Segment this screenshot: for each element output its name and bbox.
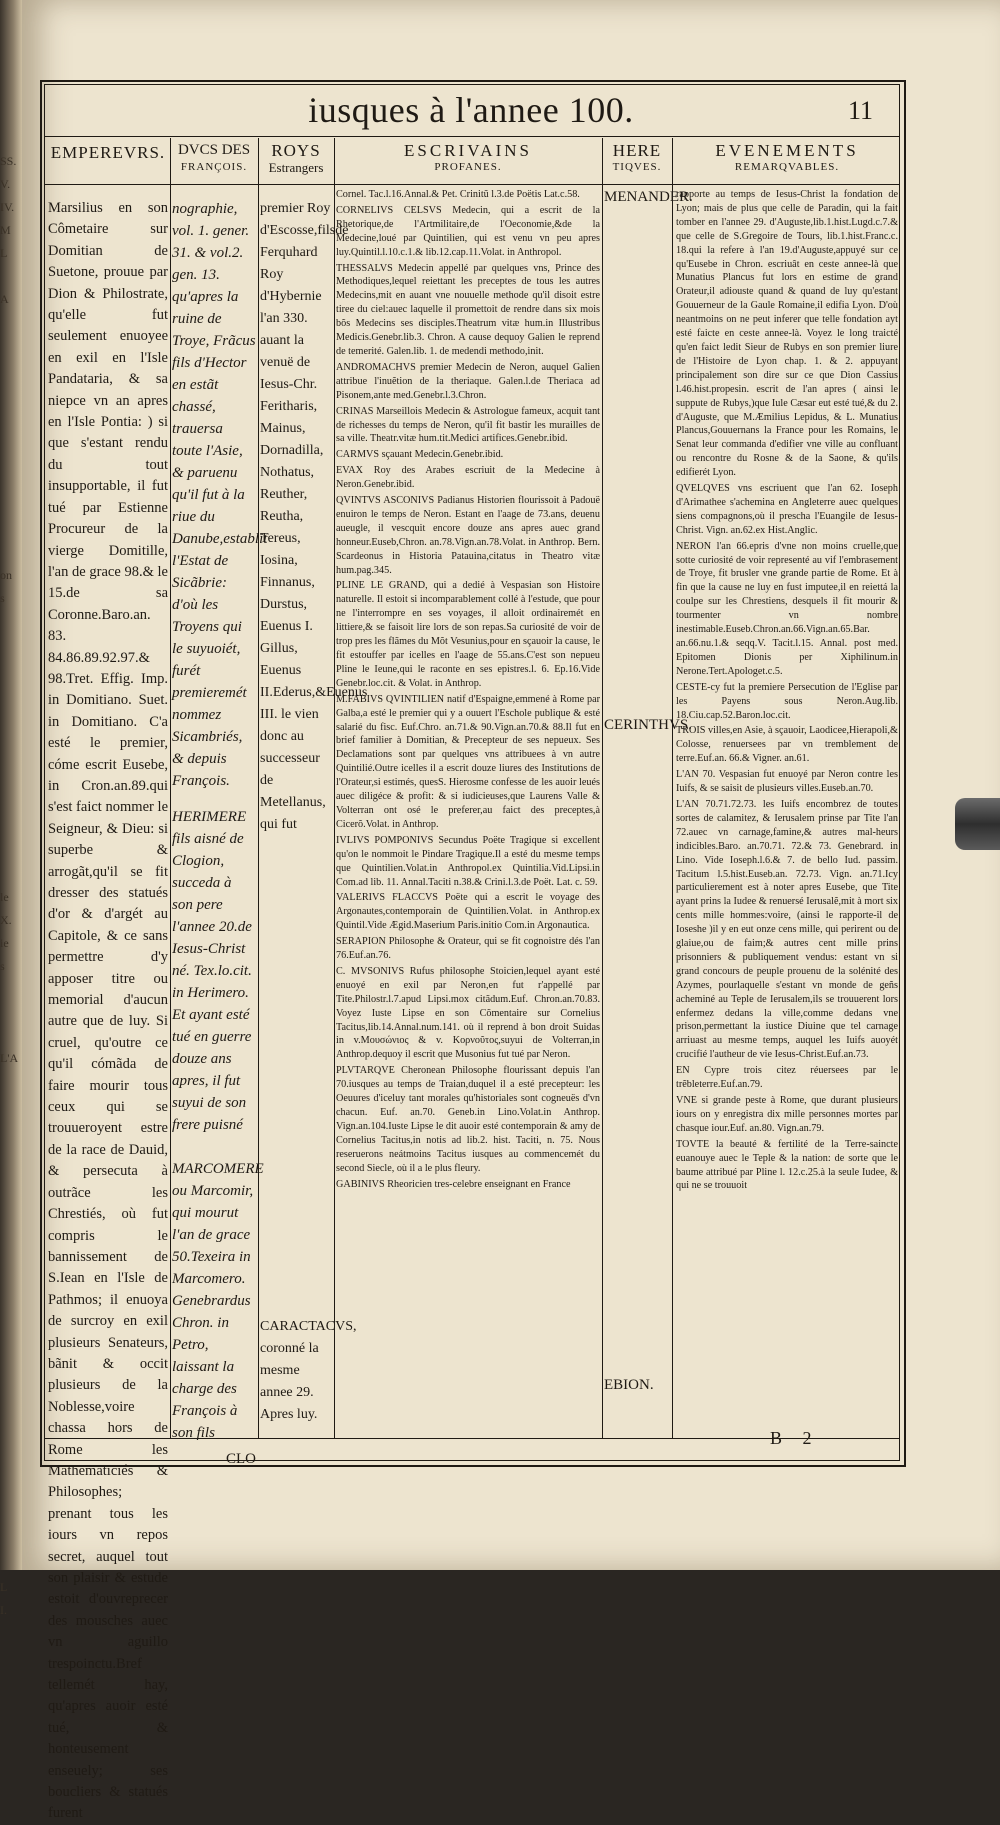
- facing-page-fragment: [0, 518, 20, 541]
- writer-entry: SERAPION Philosophe & Orateur, qui se fit cognoistre dés l'an 76.Euf.an.76.: [336, 936, 600, 962]
- heading-dukes: DVCS DES FRANÇOIS.: [177, 142, 251, 173]
- facing-page-fragment: [0, 748, 20, 771]
- emperors-column: [48, 198, 168, 1822]
- facing-page-fragment: [0, 725, 20, 748]
- event-entry: L'AN 70.71.72.73. les Iuifs encombrez de toutes sortes de calamitez, & Ierusalem prinse par Tite l'an 72.auec vn carnage,famine,& autres mal-heurs indicibles.Baro. an.70.71. 72.& 73. Genebrard. in Lino. Vide Ioseph.l.6.& 7. de bello Iud. passim. Tacitum l.5.hist.Euseb.an. 72.73. Vign. an.71.Icy particulierement est à noter apres Eusebe, que Tite ayant prins la Iudee & renuersé Ierusalẽ,mit à mort six cents mille hommes:voire, (ainsi le rapporte-il de Ioseshe )il y en eut onze cens mille, qui perirent ou de glaiue,ou de faim;& autres cent mille prins prisonniers & publiquement vendus: estant vn si grand concours de peuple prouenu de la solénité des Azymes, pourlaquelle s'estant vn monde de geñs acheminé au Teple de Ierusalem,ils se trouuerent lors enfermez dedans la ville,comme dedans vne prison,permettant la iustice Diuine que tel carnage arriuast au mesme temps, auquel les Iuifs auoyét crucifié l'autheur de vie Iesus-Christ.Euf.an.73.: [676, 798, 898, 1061]
- event-entry: EN Cypre trois citez réuersees par le trẽbleterre.Euf.an.79.: [676, 1065, 898, 1091]
- facing-page-fragment: [0, 380, 20, 403]
- facing-page-fragment: ie: [0, 936, 9, 950]
- signature-mark: B 2: [770, 1428, 820, 1448]
- writer-entry: PLVTARQVE Cheronean Philosophe flourissant depuis l'an 70.iusques au temps de Traian,duquel il a esté precepteur: les Oeuures d'iceluy tant morales qu'historiales sont cogneuës d'vn chacun. Euf. an.70. Geneb.in Lino.Volat.in Anthrop. Vign.an.104.Iuste Lipse le dit auoir esté contemporain & amy de Cornelius Tacitus,in notis ad lib.2. hist. Taciti, n. 75. Nous reseruerons neátmoins Tacitus iusques au commencemét du second Siecle, où il a le plus fleury.: [336, 1065, 600, 1174]
- facing-page-fragment: [0, 1024, 20, 1047]
- kings-text-1: premier Roy d'Escosse,filsde Ferquhard Roy d'Hybernie l'an 330. auant la venuë de Iesus-Chr. Feritharis, Mainus, Dornadilla, Nothatus, Reuther, Reutha, Tereus, Iosina, Finnanus, Durstus, Euenus I. Gillus, Euenus II.Ederus,&Euenus III. le vien donc au successeur de Metellanus, qui fut: [260, 201, 368, 832]
- heading-emperors: EMPEREVRS.: [50, 143, 166, 162]
- facing-page-fragment: [0, 1277, 20, 1300]
- heresy-ebion: EBION.: [604, 1377, 654, 1393]
- facing-page-fragment: on: [0, 568, 12, 582]
- page-clip: [955, 798, 1000, 850]
- writer-entry: CARMVS sçauant Medecin.Genebr.ibid.: [336, 449, 504, 461]
- facing-page-fragment: [0, 817, 20, 840]
- facing-page-fragment: [0, 1139, 20, 1162]
- facing-page-fragment: [0, 863, 20, 886]
- facing-page-fragment: le: [0, 890, 9, 904]
- facing-page-fragment: SS.: [0, 154, 17, 168]
- heading-kings: ROYS Estrangers: [268, 141, 324, 175]
- facing-page-fragment: [0, 1001, 20, 1024]
- heresy-menander: MENANDER.: [604, 189, 693, 205]
- column-divider: [258, 138, 259, 1438]
- facing-page-fragment: [0, 1553, 20, 1576]
- writer-entry: EVAX Roy des Arabes escriuit de la Medecine à Neron.Genebr.ibid.: [336, 465, 600, 491]
- facing-page-fragment: [0, 495, 20, 518]
- event-entry: NERON l'an 66.epris d'vne non moins cruelle,que sotte curiosité de voir representé au vif l'embrasement de Troye, fit brusler vne grande partie de Rome. Et à fin que la cause ne luy en fust imputee,il en reiettá la coulpe sur les Chrestiens, desquels il fit mourir & tourmenter vn nombre inestimable.Euseb.Chron.an.66.Vign.an.65.Bar. an.66.nu.1.& seqq.V. Tacit.l.15. Annal. post med. Epitomen Dionis per Xiphilinum.in Nerone.Tert.Apologet.c.5.: [676, 540, 898, 677]
- facing-page-fragment: L'A: [0, 1051, 19, 1065]
- facing-page-fragment: I.: [0, 1603, 7, 1617]
- heresies-column: [604, 188, 693, 1438]
- dukes-catchword: CLO: [226, 1451, 256, 1467]
- writer-entry: PLINE LE GRAND, qui a dedié à Vespasian son Histoire naturelle. Il estoit si incomparablement collé à l'estude, que pour ne l'interrompre en ses voyages, il alloit ordinairemét en littiere,& se faisoit lire lors de son repas.Sa curiosité de voir de trop pres les flãmes du Mõt Vesunius,pour en sçauoir la cause, le fit estouffer par icelles en l'aage de 55.ans.C'est son nepueu Pline le Ieune,qui le raconte en ses epistres.l. 6. Ep.16.Vide Genebr.loc.cit. & Volat. in Anthrop.: [336, 580, 600, 689]
- facing-page-fragment: [0, 978, 20, 1001]
- event-entry: TOVTE la beauté & fertilité de la Terre-saincte euanouye auec le Teple & la nation: de sorte que le baume attribué par Pline l. 12.c.25.à la seule Iudee, & qui ne se trouuoit: [676, 1138, 898, 1192]
- event-entry: L'AN 70. Vespasian fut enuoyé par Neron contre les Iuifs, & se saisit de plusieurs villes.Euseb.an.70.: [676, 769, 898, 795]
- column-divider: [170, 138, 171, 1438]
- facing-page-fragment: [0, 1507, 20, 1530]
- column-divider: [602, 138, 603, 1438]
- facing-page-fragment: [0, 1323, 20, 1346]
- facing-page-fragment: M: [0, 223, 11, 237]
- event-entry: TROIS villes,en Asie, à sçauoir, Laodicee,Hierapoli,& Colosse, renuersees par vn tremblement de terre.Euf.an. 66.& Vigner. an.61.: [676, 725, 898, 765]
- facing-page-fragment: [0, 1208, 20, 1231]
- facing-page-fragment: [0, 265, 20, 288]
- facing-page-fragment: [0, 426, 20, 449]
- facing-page-fragment: [0, 679, 20, 702]
- event-entry: QVELQVES vns escriuent que l'an 62. Ioseph d'Arimathee s'achemina en Angleterre auec quelques siens compagnons,où il prescha l'Euangile de Iesus-Christ. Vign. an.62.ex Hist.Anglic.: [676, 483, 898, 536]
- heading-events: EVENEMENTS REMARQVABLES.: [715, 141, 859, 173]
- header-rule: [44, 136, 900, 137]
- facing-page-fragment: [0, 1530, 20, 1553]
- facing-page-fragment: L: [0, 246, 8, 260]
- facing-page-fragment: [0, 357, 20, 380]
- facing-page-fragment: [0, 633, 20, 656]
- writer-entry: THESSALVS Medecin appellé par quelques vns, Prince des Methodiques,lequel reiettant les preceptes de tous les autres Medecins,mit en auant vne nouuelle methode qu'il disoit estre tiree du ciel:auec laquelle il promettoit de rendre dans six mois bõs Medecins ses disciples.Theatrum vitæ hum.in Illustribus Medicis.Genebr.lib.3. Chron. A cause dequoy Galien le reprend de temerité. Galen.lib. 1. de medendi methodo,init.: [336, 262, 600, 357]
- column-heading-rule: [44, 184, 900, 185]
- facing-page-fragment: A: [0, 292, 9, 306]
- facing-page-fragment: [0, 334, 20, 357]
- facing-page-fragment: L: [0, 1580, 8, 1594]
- facing-page-fragment: [0, 403, 20, 426]
- facing-page-fragment: [0, 1254, 20, 1277]
- facing-page-fragment: [0, 1461, 20, 1484]
- facing-page-fragments: [0, 150, 20, 1617]
- facing-page-fragment: [0, 1369, 20, 1392]
- facing-page-fragment: [0, 702, 20, 725]
- facing-page-fragment: [0, 794, 20, 817]
- heading-writers: ESCRIVAINS PROFANES.: [404, 141, 532, 173]
- dukes-text-3: MARCOMERE ou Marcomir, qui mourut l'an de grace 50.Texeira in Marcomero. Genebrardus Chron. in Petro, laissant la charge des François à son fils: [172, 1161, 264, 1441]
- facing-page-fragment: [0, 1093, 20, 1116]
- writer-entry: QVINTVS ASCONIVS Padianus Historien flourissoit à Padouë enuiron le temps de Neron. Estant en l'aage de 73.ans, deuenu aueugle, il vescquit encore douze ans apres auec grand honneur.Euseb,Chron. an.78.Vign.an.78.Volat. in Anthrop. Bern. Scardeonus in Historia Patauina,citatus in Theatro vitæ hum.pag.345.: [336, 495, 600, 576]
- event-entry: VNE si grande peste à Rome, que durant plusieurs iours on y enregistra dix mille personnes mortes par chasque iour.Euf. an.80. Vign.an.79.: [676, 1095, 898, 1134]
- facing-page-fragment: [0, 1231, 20, 1254]
- facing-page-fragment: [0, 1300, 20, 1323]
- event-entry: CESTE-cy fut la premiere Persecution de l'Eglise par les Payens sous Neron.Aug.lib. 18.Ciu.cap.52.Baron.loc.cit.: [676, 681, 898, 721]
- facing-page-fragment: s: [0, 959, 5, 973]
- heresy-cerinthus: CERINTHVS.: [604, 717, 692, 733]
- facing-page-fragment: [0, 1484, 20, 1507]
- kings-column: [260, 198, 368, 1438]
- column-divider: [672, 138, 673, 1438]
- facing-page-fragment: IV.: [0, 200, 15, 214]
- event-entry: rapporte au temps de Iesus-Christ la fondation de Lyon; mais de plus que celle de Paradin, qui la fait tomber en l'annee 29. d'Auguste,lib.1.hist.Lugd.c.7.& que celle de S.Gregoire de Tours, lib.1.hist.Franc.c. 18.qui la refere à l'an 19.d'Auguste,appuyé sur ce qu'Eusebe in Chron. escriuât en ceste annee-là que Munatius Plancus fut lors en estime de grand Orateur,il adiouste quand & quand de luy qu'estant Gouuerneur de la Gaule Romaine,il edifia Lyon. D'où neantmoins on ne peut inferer que telle fondation ayt esté faicte en ceste annee-là. Voyez le long traicté qu'en faict ledit Sieur de Rubys en son premier liure de l'Histoire de Lyon chap. 1. & 2. appuyant principalement son dire sur ce que Dion Cassius l.46.hist.propesin. escrit de l'an apres ( ainsi le suppute de Rubys,)que Iule Cæsar eut esté tué,& du 2. d'Auguste, que M.Æmilius Lepidus, & L. Munatius Plancus,Gouuernans la France pour les Romains, le Senat leur commanda d'edifier vne ville au confluant ou rencontre du Rosne & de la Saone, & qu'ils edifierét Lyon.: [676, 189, 898, 479]
- dukes-text-2: HERIMERE fils aisné de Clogion, succeda à son pere l'annee 20.de Iesus-Christ né. Tex.lo.cit. in Herimero. Et ayant esté tué en guerre douze ans apres, il fut suyui de son frere puisné: [172, 809, 252, 1133]
- dukes-text-1: nographie, vol. 1. gener. 31. & vol.2. gen. 13. qu'apres la ruine de Troye, Frãcus fils d'Hector en estãt chassé, trauersa toute l'Asie, & paruenu qu'il fut à la riue du Danube,establit l'Estat de Sicãbrie: d'où les Troyens qui le suyuoiét, furét premieremét nommez Sicambriés, & depuis François.: [172, 201, 268, 789]
- writer-entry: VALERIVS FLACCVS Poëte qui a escrit le voyage des Argonautes,contemporain de Quintilien.Volat. in Anthrop.ex Quintil.Vide Ægid.Maserium Paris.initio Com.in Argonautica.: [336, 892, 600, 932]
- facing-page-fragment: [0, 610, 20, 633]
- writer-entry: Cornel. Tac.l.16.Annal.& Pet. Crinitũ l.3.de Poëtis Lat.c.58.: [336, 189, 580, 200]
- facing-page-fragment: [0, 840, 20, 863]
- facing-page-fragment: [0, 656, 20, 679]
- writer-entry: C. MVSONIVS Rufus philosophe Stoicien,lequel ayant esté enuoyé en exil par Neron,en fut r'appellé par Tite.Philostr.l.7.apud Lipsi.mox citãdum.Euf. Chron.an.70.83. Voyez Iuste Lipse en son Cõmentaire sur Cornelius Tacitus,lib.14.Annal.num.141. où il reprend à bon droit Suidas in v.Μουσώνιος & v. Κορνοῦτος,suyui de Volterran,in Anthrop.dequoy il escrit que Musonius fut tué par Neron.: [336, 965, 600, 1061]
- facing-page-fragment: [0, 1185, 20, 1208]
- facing-page-fragment: [0, 1116, 20, 1139]
- facing-page-fragment: [0, 311, 20, 334]
- facing-page-fragment: [0, 472, 20, 495]
- facing-page-fragment: [0, 1070, 20, 1093]
- facing-page-fragment: X.: [0, 913, 12, 927]
- facing-page-fragment: [0, 1438, 20, 1461]
- facing-page-fragment: s: [0, 591, 5, 605]
- writer-entry: M.FABIVS QVINTILIEN natif d'Espaigne,emmené à Rome par Galba,a esté le premier qui y a ouuert l'Eschole publique & esté salarié du fisc. Euf.Chro. an.71.& 90.Vign.an.70.& 88.Il fut en brief familier à Domitian, & Precepteur de ses nepueux. Ses Declamations sont par quelques vns attribuees à vn autre Quintilié.Outre icelles il a escrit douze liures des Institutions de l'Orateur,si estimés, quesS. Hierosme confesse de les auoir leués auec diligéce & profit: & si iudicieuses,que Laurens Valle & Volterran ont osé le preferer,au faict des preceptes,à Cicerõ.Volat. in Anthrop.: [336, 693, 600, 830]
- dukes-column: [172, 198, 268, 1467]
- events-column: [676, 188, 898, 1438]
- facing-page-fragment: [0, 1346, 20, 1369]
- facing-page-fragment: [0, 1415, 20, 1438]
- kings-text-2: CARACTACVS, coronné la mesme annee 29. Apres luy.: [260, 1319, 357, 1422]
- writer-entry: CRINAS Marseillois Medecin & Astrologue fameux, acquit tant de richesses du temps de Neron, qu'il fit bastir les murailles de sa ville. Theatr.vitæ hum.tit.Medici artifices.Genebr.ibid.: [336, 405, 600, 445]
- writer-entry: ANDROMACHVS premier Medecin de Neron, auquel Galien attribue l'inuẽtion de la theriaque. Galen.l.de Theriaca ad Pisonem,ante med.Genebr.l.3.Chron.: [336, 361, 600, 401]
- emperors-text: Marsilius en son Cômetaire sur Domitian de Suetone, prouue par Dion & Philostrate, qu'elle fut seulement enuoyee en exil en l'Isle Pandataria, & sa niepce vn an apres en l'Isle Pontia: ) si que s'estant rendu du tout insupportable, il fut tué par Estienne Procureur de la vierge Domitille, l'an de grace 98.& le 15.de sa Coronne.Baro.an. 83. 84.86.89.92.97.& 98.Tret. Effig. Imp. in Domitiano. Suet. in Domitiano. C'a esté le premier, cóme escrit Eusebe, in Cron.an.89.qui s'est faict nommer le Seigneur, & Dieu: si superbe & arrogãt,qu'il se fit dresser des statués d'or & d'argét au Capitole, & ce sans permettre d'y apposer titre ou memorial d'aucun autre que de luy. Si cruel, qu'outre ce qu'il cómãda de faire mourir tous ceux qui se trouueroyent estre de la race de Dauid, & persecuta à outrãce les Chrestiés, où fut compris le bannissement de S.Iean en l'Isle de Pathmos; il enuoya de surcroy en exil plusieurs Senateurs, bãnit & occit plusieurs de la Noblesse,voire chassa hors de Rome les Mathematiciés & Philosophes; prenant tous les iours vn repos secret, auquel tout son plaisir & estude estoit d'ouvreprecer des mousches auec vn aguillo trespoinctu.Bref tellemét hay, qu'apres auoir esté tué, & honteusement enseuely; ses boucliers & statués furent: [48, 200, 168, 1822]
- writer-entry: GABINIVS Rheoricien tres-celebre enseignant en France: [336, 1178, 571, 1190]
- heading-heresies: HERE TIQVES.: [612, 141, 662, 173]
- facing-page-fragment: [0, 771, 20, 794]
- facing-page-fragment: [0, 1392, 20, 1415]
- facing-page-fragment: [0, 1162, 20, 1185]
- running-head: iusques à l'annee 100.: [308, 90, 634, 130]
- writer-entry: IVLIVS POMPONIVS Secundus Poëte Tragique si excellent qu'on le nommoit le Pindare Tragique.Il a esté du mesme temps que Quintilien.Volat.in Anthropol.ex Quintilia.Vid.Lipsi.in Com.ad lib. 11. Annal.Taciti n.38.& Crini.l.3.de Poët. Lat. c. 59.: [336, 834, 600, 888]
- facing-page-fragment: V.: [0, 177, 11, 191]
- writers-column: [336, 188, 600, 1438]
- facing-page-fragment: [0, 541, 20, 564]
- facing-page-fragment: [0, 449, 20, 472]
- column-divider: [334, 138, 335, 1438]
- writer-entry: CORNELIVS CELSVS Medecin, qui a escrit de la Rhetorique,de l'Artmilitaire,de l'Oeconomie,&de la Medecine,loué par Quintilien, qui est venu vn peu apres luy.Quintil.l.10.c.1.& lib.12.cap.11.Volat. in Anthropol.: [336, 204, 600, 258]
- folio-number: 11: [848, 96, 874, 125]
